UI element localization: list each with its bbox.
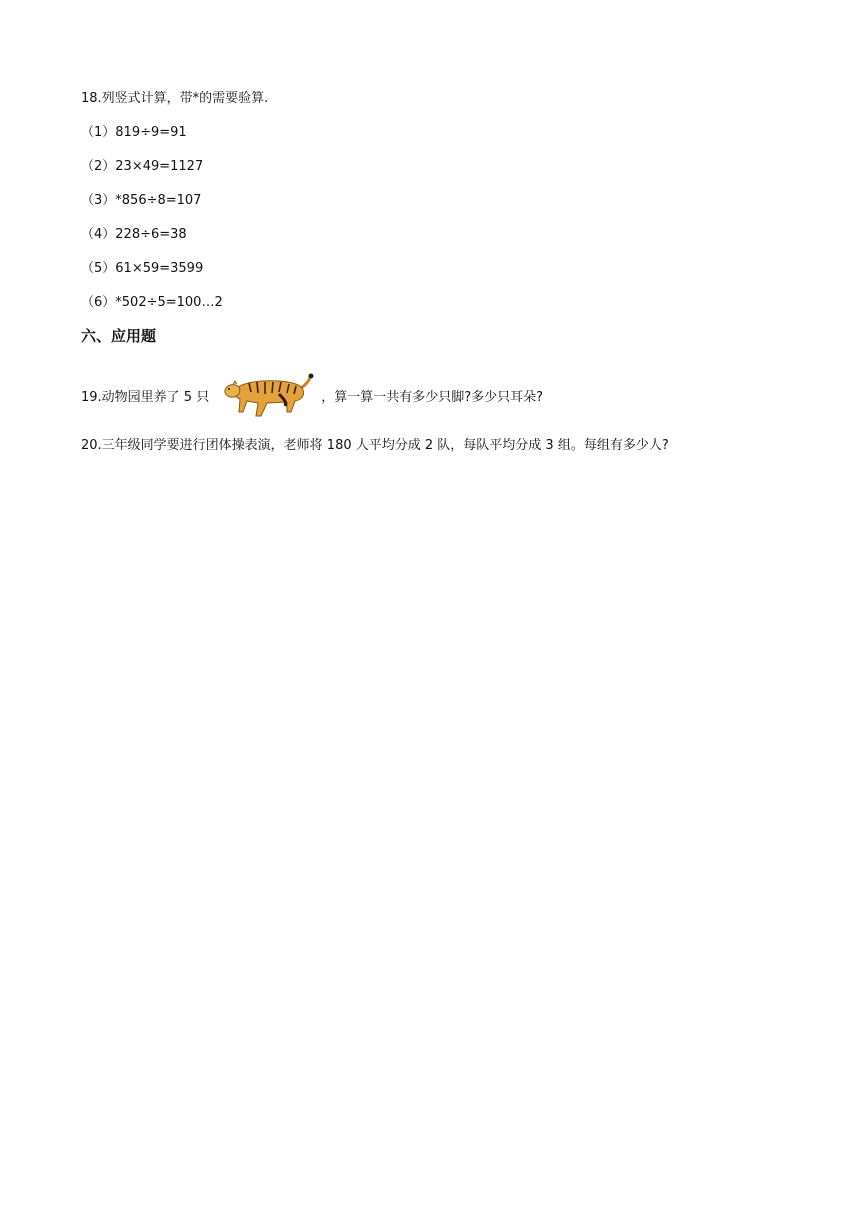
question-18-item-4: （4）228÷6=38 (81, 227, 187, 242)
question-18-item-2: （2）23×49=1127 (81, 159, 204, 174)
question-18-item-5: （5）61×59=3599 (81, 261, 204, 276)
section-heading-application: 六、应用题 (81, 327, 157, 345)
question-19-text-after: ，算一算一共有多少只脚?多少只耳朵? (321, 389, 544, 405)
question-18-item-1: （1）819÷9=91 (81, 125, 187, 140)
question-20-text: 20.三年级同学要进行团体操表演，老师将 180 人平均分成 2 队，每队平均分成 3 组。每组有多少人? (81, 438, 669, 453)
question-18-item-6: （6）*502÷5=100…2 (81, 295, 223, 310)
question-19 (81, 372, 543, 418)
question-18-title: 18.列竖式计算，带*的需要验算. (81, 91, 269, 106)
tiger-illustration-icon (221, 372, 317, 418)
question-19-text-before: 19.动物园里养了 5 只 (81, 389, 210, 405)
question-18-item-3: （3）*856÷8=107 (81, 193, 202, 208)
